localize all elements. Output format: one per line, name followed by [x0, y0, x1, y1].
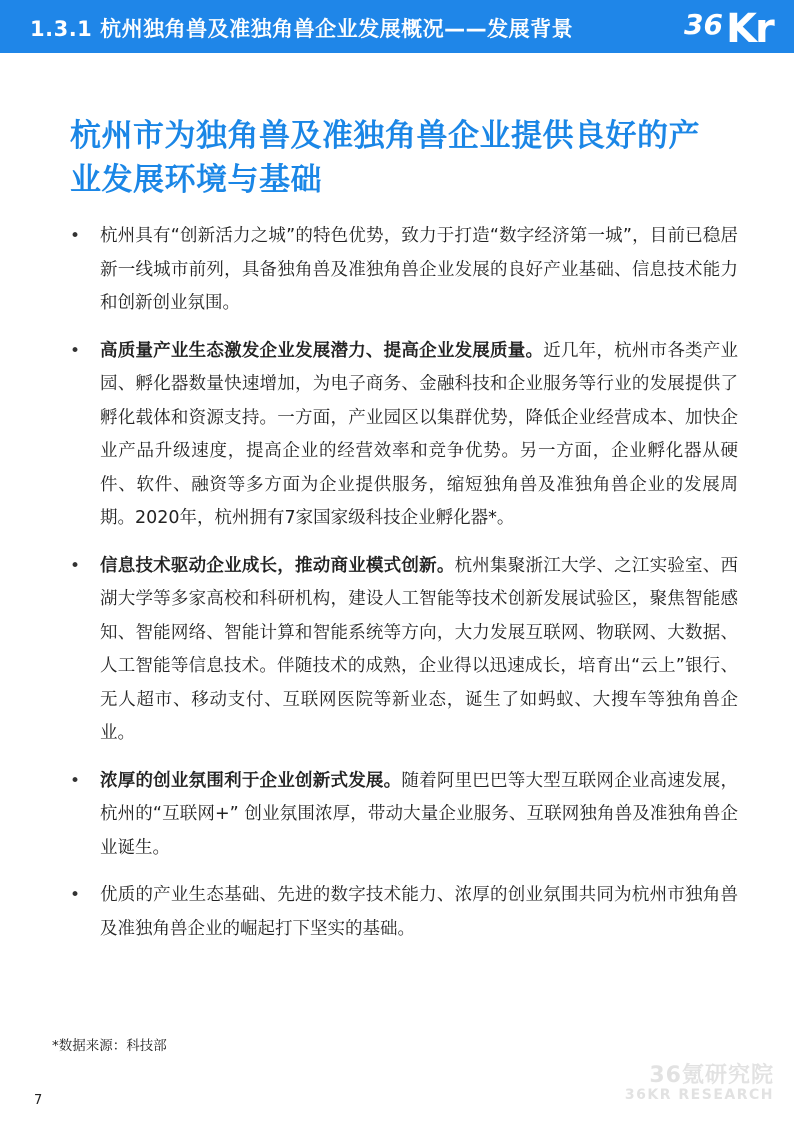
bullet-marker: • [70, 885, 81, 905]
bullet-lead: 高质量产业生态激发企业发展潜力、提高企业发展质量。 [100, 340, 544, 361]
bullet-text: 随着阿里巴巴等大型互联网企业高速发展，杭州的“互联网+” 创业氛围浓厚，带动大量企业服务、互联网独角兽及准独角兽企业诞生。 [100, 770, 739, 858]
bullet-text: 优质的产业生态基础、先进的数字技术能力、浓厚的创业氛围共同为杭州市独角兽及准独角兽企业的崛起打下坚实的基础。 [100, 885, 738, 939]
bullet-lead: 信息技术驱动企业成长，推动商业模式创新。 [100, 555, 455, 576]
page-number: 7 [34, 1093, 43, 1108]
bullet-item [70, 765, 738, 866]
logo-kr: Kr [726, 6, 773, 52]
header-bar [0, 0, 794, 53]
section-title: 1.3.1 杭州独角兽及准独角兽企业发展概况——发展背景 [30, 17, 574, 41]
bullet-marker: • [70, 770, 81, 791]
bullet-marker: • [70, 340, 81, 361]
bullet-item [70, 220, 738, 321]
36kr-research-watermark [625, 1058, 774, 1103]
36kr-logo [678, 2, 788, 52]
bullet-list [70, 220, 738, 960]
logo-36: 36 [684, 8, 723, 41]
bullet-item [70, 335, 738, 536]
watermark-en: 36KR RESEARCH [624, 1087, 774, 1103]
bullet-text: 近几年，杭州市各类产业园、孵化器数量快速增加，为电子商务、金融科技和企业服务等行业的发展提供了孵化载体和资源支持。一方面，产业园区以集群优势，降低企业经营成本、加快企业产品升级速度，提高企业的经营效率和竞争优势。另一方面，企业孵化器从硬件、软件、融资等多方面为企业提供服务，缩短独角兽及准独角兽企业的发展周期。2020年，杭州拥有7家国家级科技企业孵化器*。 [100, 340, 739, 528]
bullet-marker: • [70, 555, 81, 576]
bullet-item [70, 550, 738, 751]
watermark-cn: 36氪研究院 [649, 1063, 774, 1088]
bullet-lead: 浓厚的创业氛围利于企业创新式发展。 [100, 770, 402, 791]
bullet-marker: • [70, 226, 81, 246]
source-footnote: *数据来源：科技部 [52, 1038, 167, 1054]
bullet-text: 杭州集聚浙江大学、之江实验室、西湖大学等多家高校和科研机构，建设人工智能等技术创新发展试验区，聚焦智能感知、智能网络、智能计算和智能系统等方向，大力发展互联网、物联网、大数据、人工智能等信息技术。伴随技术的成熟，企业得以迅速成长，培育出“云上”银行、无人超市、移动支付、互联网医院等新业态，诞生了如蚂蚁、大搜车等独角兽企业。 [100, 555, 739, 743]
bullet-text: 杭州具有“创新活力之城”的特色优势，致力于打造“数字经济第一城”，目前已稳居新一线城市前列，具备独角兽及准独角兽企业发展的良好产业基础、信息技术能力和创新创业氛围。 [100, 226, 738, 313]
bullet-item [70, 879, 738, 946]
page-headline: 杭州市为独角兽及准独角兽企业提供良好的产业发展环境与基础 [70, 118, 700, 198]
